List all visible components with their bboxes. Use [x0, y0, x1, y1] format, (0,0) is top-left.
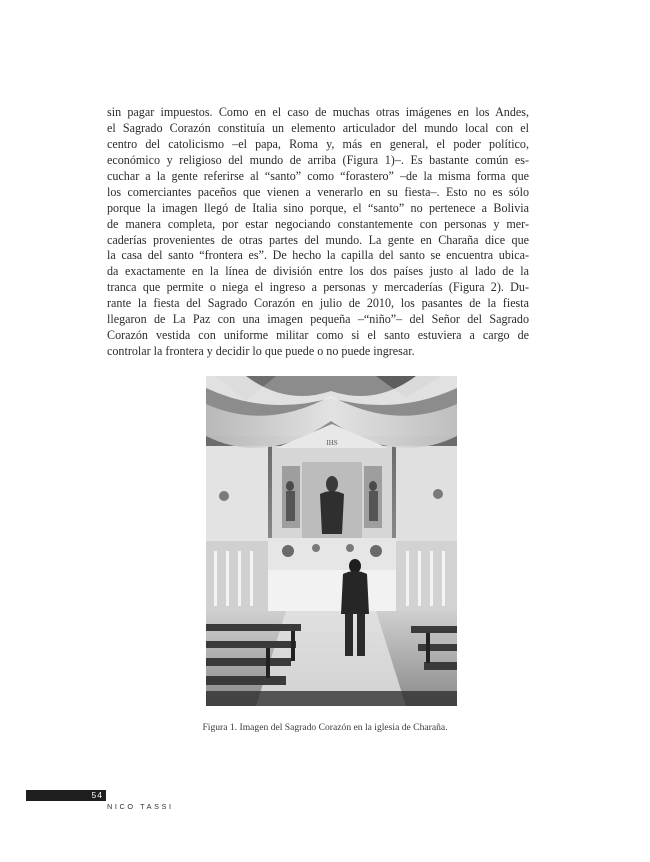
text-line: caderías provenientes de otras partes del mundo. La gente en Charaña dice que: [107, 232, 529, 247]
body-paragraph: [107, 105, 529, 360]
church-altar-photo: [206, 376, 457, 706]
folio-bar: [26, 790, 106, 801]
text-line: económico y religioso del mundo de arriba (Figura 1)–. Es bastante común es-: [107, 152, 529, 167]
text-line: el Sagrado Corazón constituía un elemento articulador del mundo local con el: [107, 120, 529, 135]
figure-caption: Figura 1. Imagen del Sagrado Corazón en la iglesia de Charaña.: [202, 722, 448, 733]
text-line: de manera completa, por estar negociando constantemente con personas y mer-: [107, 216, 529, 231]
text-line: cuchar a la gente referirse al “santo” como “forastero” –de la misma forma que: [107, 168, 529, 183]
text-line: los comerciantes paceños que vienen a venerarlo en su fiesta–. Esto no es sólo: [107, 184, 529, 199]
running-footer-author: NICO TASSI: [107, 802, 174, 811]
altar-monogram: IHS: [326, 439, 338, 447]
text-line: la casa del santo “frontera es”. De hecho la capilla del santo se encuentra ubica-: [107, 248, 529, 263]
text-line: llegaron de La Paz con una imagen pequeña –“niño”– del Señor del Sagrado: [107, 312, 529, 327]
text-line: rante la fiesta del Sagrado Corazón en julio de 2010, los pasantes de la fiesta: [107, 296, 529, 311]
text-line: centro del catolicismo –el papa, Roma y, más en general, el poder político,: [107, 136, 529, 151]
text-line: sin pagar impuestos. Como en el caso de muchas otras imágenes en los Andes,: [107, 105, 529, 119]
text-line: Corazón vestida con uniforme militar como si el santo estuviera a cargo de: [107, 328, 529, 343]
text-line: controlar la frontera y decidir lo que puede o no puede ingresar.: [107, 344, 415, 359]
text-line: tranca que permite o niega el ingreso a personas y mercaderías (Figura 2). Du-: [107, 280, 529, 295]
text-line: porque la imagen llegó de Italia sino porque, el “santo” no pertenece a Bolivia: [107, 200, 529, 215]
text-line: da exactamente en la línea de división entre los dos países justo al lado de la: [107, 264, 529, 279]
page-number: 54: [91, 790, 103, 800]
